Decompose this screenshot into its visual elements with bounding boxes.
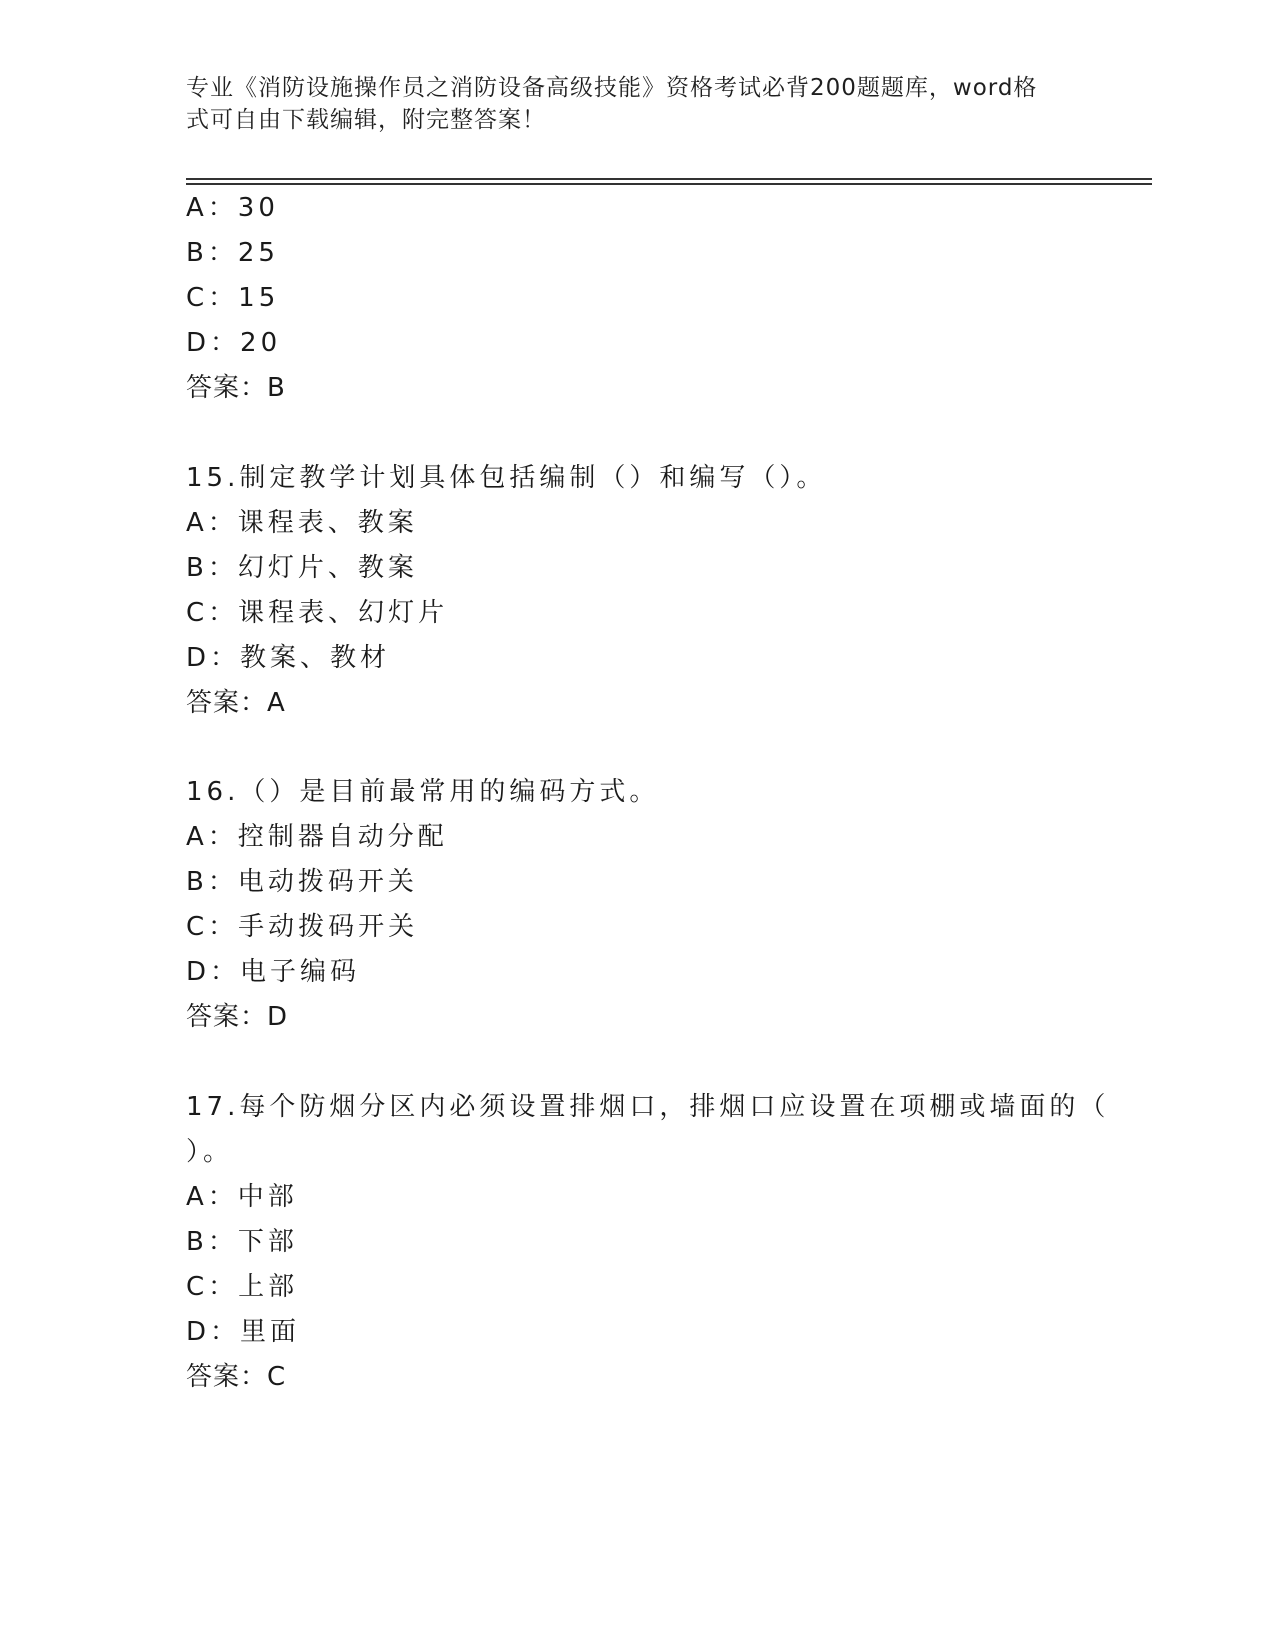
header-line-1: 专业《消防设施操作员之消防设备高级技能》资格考试必背200题题库，word格: [186, 75, 1038, 101]
q15-stem: 15.制定教学计划具体包括编制（）和编写（）。: [186, 463, 827, 493]
q14-option-b: B：25: [186, 238, 279, 268]
q14-option-d: D：20: [186, 328, 282, 358]
q17-stem-line-1: 17.每个防烟分区内必须设置排烟口，排烟口应设置在项棚或墙面的（: [186, 1092, 1110, 1122]
q15-answer: 答案：A: [186, 688, 286, 718]
q15-option-c: C：课程表、幻灯片: [186, 598, 449, 628]
q15-option-d: D：教案、教材: [186, 643, 391, 673]
q16-option-c: C：手动拨码开关: [186, 912, 419, 942]
q17-option-b: B：下部: [186, 1227, 298, 1257]
q17-option-d: D：里面: [186, 1317, 301, 1347]
q14-option-c: C：15: [186, 283, 280, 313]
q16-stem: 16.（）是目前最常用的编码方式。: [186, 777, 660, 807]
q14-option-a: A：30: [186, 193, 279, 223]
q17-stem-line-2: ）。: [186, 1137, 234, 1167]
header-rule-bottom: [186, 183, 1152, 185]
q16-option-d: D：电子编码: [186, 957, 361, 987]
q16-answer: 答案：D: [186, 1002, 289, 1032]
q15-option-a: A：课程表、教案: [186, 508, 418, 538]
document-header: [186, 72, 1066, 136]
q14-answer: 答案：B: [186, 373, 286, 403]
q17-answer: 答案：C: [186, 1362, 287, 1392]
q15-option-b: B：幻灯片、教案: [186, 553, 418, 583]
header-line-2: 式可自由下载编辑，附完整答案！: [186, 107, 546, 133]
q16-option-b: B：电动拨码开关: [186, 867, 418, 897]
q16-option-a: A：控制器自动分配: [186, 822, 448, 852]
q17-option-a: A：中部: [186, 1182, 298, 1212]
header-rule-top: [186, 178, 1152, 180]
q17-option-c: C：上部: [186, 1272, 299, 1302]
